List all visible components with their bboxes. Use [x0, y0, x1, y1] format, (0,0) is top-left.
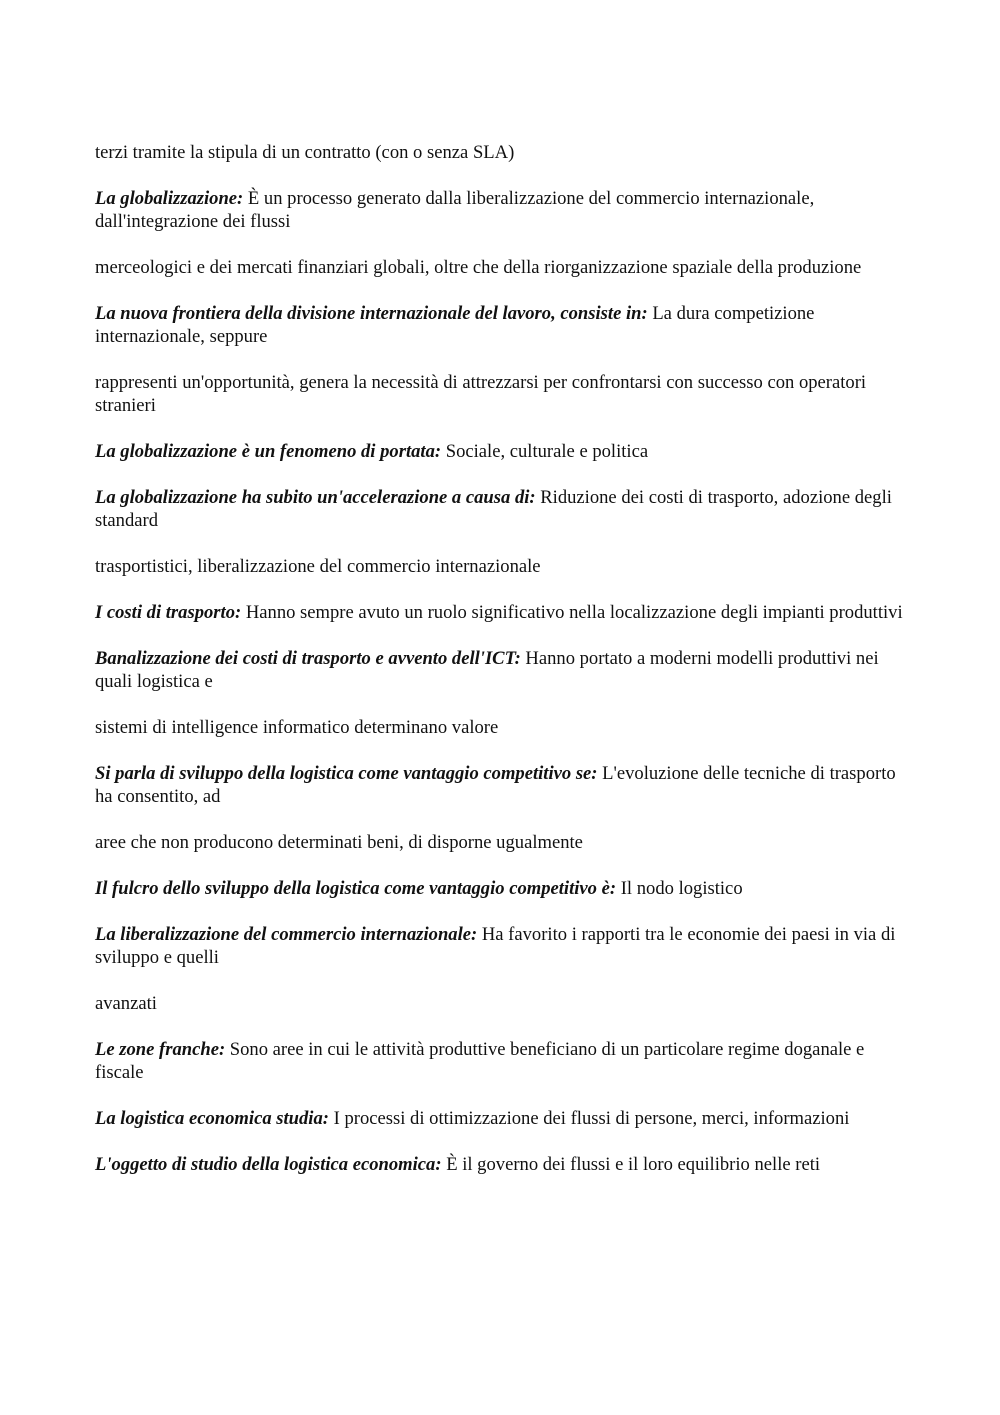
- paragraph-text: avanzati: [95, 993, 157, 1014]
- paragraph-term: La globalizzazione ha subito un'accelerazione a causa di:: [95, 487, 536, 508]
- paragraph: [95, 1038, 905, 1084]
- paragraph: [95, 371, 905, 417]
- paragraph: [95, 486, 905, 532]
- paragraph-term: Banalizzazione dei costi di trasporto e avvento dell'ICT:: [95, 648, 521, 669]
- paragraph-text: trasportistici, liberalizzazione del commercio internazionale: [95, 556, 541, 577]
- document-body: [95, 141, 905, 1199]
- paragraph: [95, 141, 905, 164]
- paragraph-text: Hanno portato a moderni modelli produttivi nei quali logistica e: [95, 648, 879, 692]
- paragraph-text: Sociale, culturale e politica: [441, 441, 649, 462]
- paragraph-term: L'oggetto di studio della logistica economica:: [95, 1154, 442, 1175]
- paragraph-text: aree che non producono determinati beni, di disporne ugualmente: [95, 832, 583, 853]
- paragraph-text: terzi tramite la stipula di un contratto (con o senza SLA): [95, 142, 515, 163]
- paragraph: [95, 1107, 905, 1130]
- paragraph: [95, 647, 905, 693]
- paragraph: [95, 877, 905, 900]
- paragraph-text: Ha favorito i rapporti tra le economie dei paesi in via di sviluppo e quelli: [95, 924, 896, 968]
- paragraph: [95, 601, 905, 624]
- paragraph-text: È un processo generato dalla liberalizzazione del commercio internazionale, dall'integrazione dei flussi: [95, 188, 815, 232]
- paragraph-term: Il fulcro dello sviluppo della logistica come vantaggio competitivo è:: [95, 878, 617, 899]
- paragraph-text: L'evoluzione delle tecniche di trasporto ha consentito, ad: [95, 763, 896, 807]
- paragraph: [95, 555, 905, 578]
- paragraph-text: merceologici e dei mercati finanziari globali, oltre che della riorganizzazione spaziale della produzione: [95, 257, 862, 278]
- paragraph: [95, 923, 905, 969]
- paragraph: [95, 831, 905, 854]
- paragraph: [95, 762, 905, 808]
- paragraph: [95, 440, 905, 463]
- paragraph-term: La liberalizzazione del commercio internazionale:: [95, 924, 478, 945]
- paragraph-text: Sono aree in cui le attività produttive beneficiano di un particolare regime doganale e fiscale: [95, 1039, 865, 1083]
- paragraph-term: La nuova frontiera della divisione internazionale del lavoro, consiste in:: [95, 303, 648, 324]
- paragraph-term: I costi di trasporto:: [95, 602, 242, 623]
- paragraph-text: rappresenti un'opportunità, genera la necessità di attrezzarsi per confrontarsi con successo con operatori stranieri: [95, 372, 867, 416]
- paragraph: [95, 187, 905, 233]
- paragraph-text: sistemi di intelligence informatico determinano valore: [95, 717, 499, 738]
- paragraph-term: La globalizzazione è un fenomeno di portata:: [95, 441, 442, 462]
- paragraph: [95, 302, 905, 348]
- paragraph: [95, 716, 905, 739]
- paragraph-text: Il nodo logistico: [616, 878, 743, 899]
- paragraph-term: La logistica economica studia:: [95, 1108, 329, 1129]
- paragraph-text: Hanno sempre avuto un ruolo significativo nella localizzazione degli impianti produttivi: [241, 602, 903, 623]
- paragraph: [95, 256, 905, 279]
- paragraph-text: Riduzione dei costi di trasporto, adozione degli standard: [95, 487, 892, 531]
- paragraph-term: Le zone franche:: [95, 1039, 226, 1060]
- paragraph-text: È il governo dei flussi e il loro equilibrio nelle reti: [441, 1154, 821, 1175]
- paragraph-term: Si parla di sviluppo della logistica come vantaggio competitivo se:: [95, 763, 598, 784]
- paragraph: [95, 992, 905, 1015]
- paragraph: [95, 1153, 905, 1176]
- paragraph-text: I processi di ottimizzazione dei flussi di persone, merci, informazioni: [328, 1108, 850, 1129]
- paragraph-term: La globalizzazione:: [95, 188, 244, 209]
- paragraph-text: La dura competizione internazionale, seppure: [95, 303, 815, 347]
